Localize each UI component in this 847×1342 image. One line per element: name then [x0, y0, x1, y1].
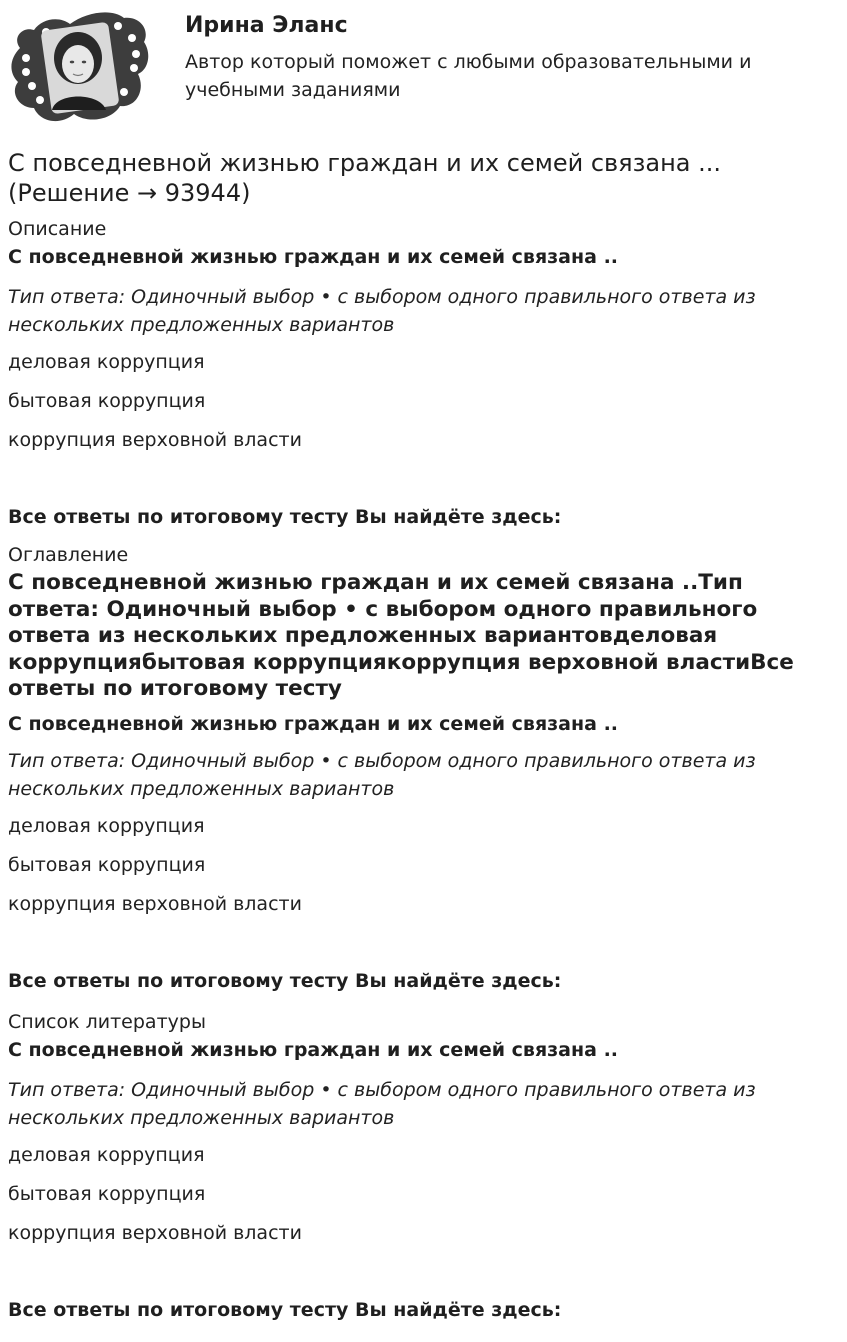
question-text: С повседневной жизнью граждан и их семей связана .. [8, 246, 619, 268]
toc-heading: С повседневной жизнью граждан и их семей связана ..Тип ответа: Одиночный выбор • с выбором одного правильного ответа из нескольких предложенных вариантовделовая коррупциябытовая коррупциякоррупция верховной властиВсе ответы по итоговому тесту [8, 570, 794, 701]
option-item: коррупция верховной власти [8, 892, 302, 915]
author-description: Автор который поможет с любыми образовательными и учебными заданиями [185, 51, 752, 101]
author-avatar [8, 8, 150, 126]
author-name: Ирина Эланс [185, 13, 348, 38]
toc-label: Оглавление [8, 544, 129, 566]
answers-note[interactable]: Все ответы по итоговому тесту Вы найдёте здесь: [8, 506, 562, 528]
option-item: бытовая коррупция [8, 1183, 206, 1205]
author-info [185, 12, 805, 104]
description-label: Описание [8, 218, 107, 240]
bibliography-section [8, 1009, 828, 1323]
option-item: бытовая коррупция [8, 853, 206, 876]
option-item: коррупция верховной власти [8, 429, 302, 451]
toc-section [8, 542, 828, 994]
option-item: деловая коррупция [8, 351, 205, 373]
answers-note[interactable]: Все ответы по итоговому тесту Вы найдёте здесь: [8, 969, 562, 992]
page [8, 0, 838, 1321]
document-title: С повседневной жизнью граждан и их семей связана ... (Решение → 93944) [8, 149, 721, 207]
option-item: деловая коррупция [8, 1144, 205, 1166]
answers-note[interactable]: Все ответы по итоговому тесту Вы найдёте здесь: [8, 1299, 562, 1321]
option-item: коррупция верховной власти [8, 1222, 302, 1244]
question-type: Тип ответа: Одиночный выбор • с выбором одного правильного ответа из нескольких предложенных вариантов [8, 1079, 756, 1129]
question-type: Тип ответа: Одиночный выбор • с выбором одного правильного ответа из нескольких предложенных вариантов [8, 286, 756, 336]
option-item: деловая коррупция [8, 814, 205, 837]
question-type: Тип ответа: Одиночный выбор • с выбором одного правильного ответа из нескольких предложенных вариантов [8, 749, 756, 800]
bibliography-label: Список литературы [8, 1011, 206, 1033]
question-text: С повседневной жизнью граждан и их семей связана .. [8, 712, 619, 735]
question-text: С повседневной жизнью граждан и их семей связана .. [8, 1039, 619, 1061]
option-item: бытовая коррупция [8, 390, 206, 412]
author-header [8, 0, 838, 138]
description-section [8, 216, 828, 530]
